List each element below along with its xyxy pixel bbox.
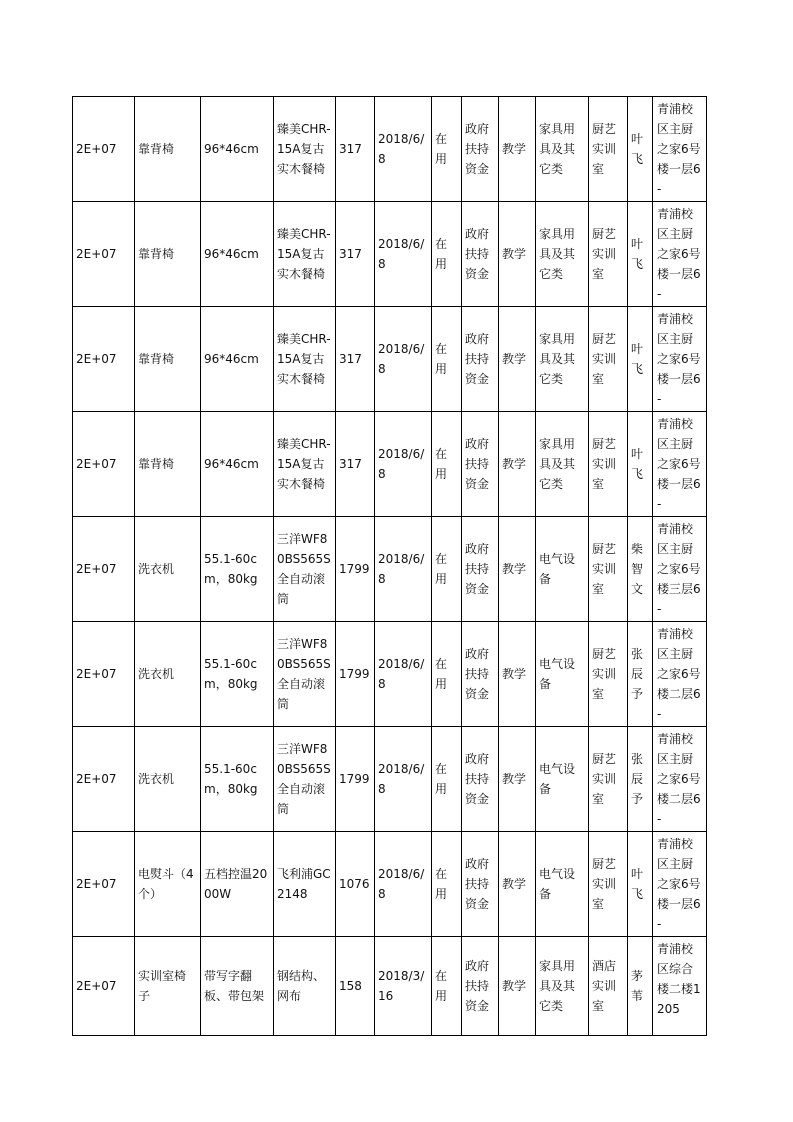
table-row <box>73 832 707 937</box>
cell-location: 青浦校区主厨之家6号楼一层6- <box>653 202 707 307</box>
cell-asset-code: 2E+07 <box>73 97 135 202</box>
cell-asset-code: 2E+07 <box>73 727 135 832</box>
cell-date: 2018/6/8 <box>375 832 432 937</box>
cell-category: 家具用具及其它类 <box>536 97 589 202</box>
cell-keeper: 茅苇 <box>628 937 653 1036</box>
cell-usage: 教学 <box>499 517 536 622</box>
cell-model: 钢结构、网布 <box>274 937 336 1036</box>
cell-fund-source: 政府扶持资金 <box>462 622 499 727</box>
cell-price: 1799 <box>336 727 375 832</box>
cell-fund-source: 政府扶持资金 <box>462 832 499 937</box>
cell-usage: 教学 <box>499 97 536 202</box>
cell-price: 317 <box>336 307 375 412</box>
cell-date: 2018/6/8 <box>375 97 432 202</box>
cell-asset-name: 靠背椅 <box>135 307 201 412</box>
cell-usage: 教学 <box>499 412 536 517</box>
cell-keeper: 叶飞 <box>628 307 653 412</box>
cell-usage: 教学 <box>499 622 536 727</box>
cell-status: 在用 <box>432 307 462 412</box>
cell-department: 厨艺实训室 <box>589 412 628 517</box>
cell-asset-name: 实训室椅子 <box>135 937 201 1036</box>
table-row <box>73 412 707 517</box>
cell-model: 臻美CHR-15A复古实木餐椅 <box>274 307 336 412</box>
cell-category: 电气设备 <box>536 622 589 727</box>
cell-location: 青浦校区综合楼二楼1205 <box>653 937 707 1036</box>
cell-fund-source: 政府扶持资金 <box>462 202 499 307</box>
cell-status: 在用 <box>432 832 462 937</box>
cell-price: 1076 <box>336 832 375 937</box>
cell-date: 2018/3/16 <box>375 937 432 1036</box>
cell-date: 2018/6/8 <box>375 307 432 412</box>
cell-date: 2018/6/8 <box>375 517 432 622</box>
cell-department: 厨艺实训室 <box>589 517 628 622</box>
cell-price: 317 <box>336 202 375 307</box>
cell-asset-code: 2E+07 <box>73 517 135 622</box>
cell-asset-name: 洗衣机 <box>135 727 201 832</box>
cell-fund-source: 政府扶持资金 <box>462 97 499 202</box>
cell-spec: 96*46cm <box>201 307 274 412</box>
cell-keeper: 叶飞 <box>628 412 653 517</box>
cell-fund-source: 政府扶持资金 <box>462 517 499 622</box>
cell-keeper: 叶飞 <box>628 97 653 202</box>
cell-fund-source: 政府扶持资金 <box>462 412 499 517</box>
cell-spec: 带写字翻板、带包架 <box>201 937 274 1036</box>
asset-table-container <box>72 96 707 1036</box>
cell-spec: 96*46cm <box>201 97 274 202</box>
table-row <box>73 202 707 307</box>
cell-model: 飞利浦GC2148 <box>274 832 336 937</box>
cell-price: 1799 <box>336 517 375 622</box>
cell-category: 电气设备 <box>536 727 589 832</box>
cell-model: 臻美CHR-15A复古实木餐椅 <box>274 412 336 517</box>
cell-asset-name: 电熨斗（4个） <box>135 832 201 937</box>
table-row <box>73 517 707 622</box>
cell-model: 三洋WF80BS565S全自动滚筒 <box>274 622 336 727</box>
cell-asset-name: 靠背椅 <box>135 202 201 307</box>
cell-price: 317 <box>336 97 375 202</box>
cell-asset-code: 2E+07 <box>73 832 135 937</box>
cell-date: 2018/6/8 <box>375 202 432 307</box>
cell-usage: 教学 <box>499 307 536 412</box>
cell-location: 青浦校区主厨之家6号楼一层6- <box>653 97 707 202</box>
cell-location: 青浦校区主厨之家6号楼一层6- <box>653 412 707 517</box>
cell-fund-source: 政府扶持资金 <box>462 307 499 412</box>
cell-location: 青浦校区主厨之家6号楼三层6- <box>653 517 707 622</box>
cell-department: 厨艺实训室 <box>589 622 628 727</box>
cell-category: 电气设备 <box>536 517 589 622</box>
cell-asset-code: 2E+07 <box>73 412 135 517</box>
cell-department: 厨艺实训室 <box>589 202 628 307</box>
cell-spec: 55.1-60cm，80kg <box>201 727 274 832</box>
cell-model: 三洋WF80BS565S全自动滚筒 <box>274 727 336 832</box>
cell-status: 在用 <box>432 622 462 727</box>
cell-keeper: 叶飞 <box>628 202 653 307</box>
cell-model: 臻美CHR-15A复古实木餐椅 <box>274 202 336 307</box>
cell-department: 酒店实训室 <box>589 937 628 1036</box>
cell-fund-source: 政府扶持资金 <box>462 937 499 1036</box>
cell-status: 在用 <box>432 937 462 1036</box>
cell-date: 2018/6/8 <box>375 412 432 517</box>
cell-usage: 教学 <box>499 202 536 307</box>
cell-asset-code: 2E+07 <box>73 202 135 307</box>
cell-spec: 55.1-60cm，80kg <box>201 622 274 727</box>
cell-status: 在用 <box>432 97 462 202</box>
cell-spec: 五档控温2000W <box>201 832 274 937</box>
cell-price: 1799 <box>336 622 375 727</box>
cell-location: 青浦校区主厨之家6号楼一层6- <box>653 832 707 937</box>
cell-category: 电气设备 <box>536 832 589 937</box>
cell-category: 家具用具及其它类 <box>536 937 589 1036</box>
cell-asset-code: 2E+07 <box>73 307 135 412</box>
cell-fund-source: 政府扶持资金 <box>462 727 499 832</box>
cell-category: 家具用具及其它类 <box>536 202 589 307</box>
cell-category: 家具用具及其它类 <box>536 412 589 517</box>
cell-department: 厨艺实训室 <box>589 727 628 832</box>
cell-spec: 96*46cm <box>201 412 274 517</box>
cell-status: 在用 <box>432 727 462 832</box>
cell-asset-name: 洗衣机 <box>135 517 201 622</box>
cell-asset-name: 靠背椅 <box>135 412 201 517</box>
cell-asset-code: 2E+07 <box>73 622 135 727</box>
cell-asset-code: 2E+07 <box>73 937 135 1036</box>
table-row <box>73 307 707 412</box>
cell-usage: 教学 <box>499 937 536 1036</box>
cell-asset-name: 洗衣机 <box>135 622 201 727</box>
table-row <box>73 727 707 832</box>
cell-model: 臻美CHR-15A复古实木餐椅 <box>274 97 336 202</box>
cell-date: 2018/6/8 <box>375 622 432 727</box>
cell-keeper: 叶飞 <box>628 832 653 937</box>
cell-usage: 教学 <box>499 727 536 832</box>
cell-status: 在用 <box>432 517 462 622</box>
cell-department: 厨艺实训室 <box>589 832 628 937</box>
cell-department: 厨艺实训室 <box>589 97 628 202</box>
cell-category: 家具用具及其它类 <box>536 307 589 412</box>
cell-price: 158 <box>336 937 375 1036</box>
table-row <box>73 937 707 1036</box>
cell-price: 317 <box>336 412 375 517</box>
cell-date: 2018/6/8 <box>375 727 432 832</box>
cell-spec: 55.1-60cm，80kg <box>201 517 274 622</box>
cell-department: 厨艺实训室 <box>589 307 628 412</box>
cell-status: 在用 <box>432 202 462 307</box>
cell-keeper: 柴智文 <box>628 517 653 622</box>
table-row <box>73 622 707 727</box>
cell-spec: 96*46cm <box>201 202 274 307</box>
table-row <box>73 97 707 202</box>
cell-model: 三洋WF80BS565S全自动滚筒 <box>274 517 336 622</box>
cell-asset-name: 靠背椅 <box>135 97 201 202</box>
cell-location: 青浦校区主厨之家6号楼二层6- <box>653 727 707 832</box>
cell-location: 青浦校区主厨之家6号楼二层6- <box>653 622 707 727</box>
cell-location: 青浦校区主厨之家6号楼一层6- <box>653 307 707 412</box>
cell-usage: 教学 <box>499 832 536 937</box>
asset-table <box>72 96 707 1036</box>
cell-keeper: 张辰予 <box>628 622 653 727</box>
cell-keeper: 张辰予 <box>628 727 653 832</box>
cell-status: 在用 <box>432 412 462 517</box>
